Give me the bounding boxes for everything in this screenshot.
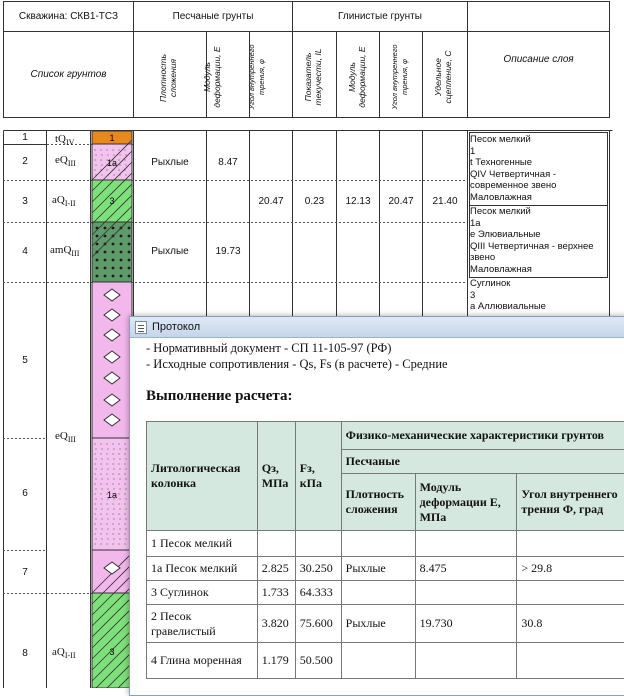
table-cell-name: 3 Суглинок (147, 581, 258, 605)
table-cell-friction: > 29.8 (517, 557, 624, 581)
sand-dot (124, 523, 125, 524)
sand-dot (101, 488, 102, 489)
sand-dot (100, 483, 101, 484)
sand-dot (124, 493, 125, 494)
window-titlebar[interactable] (130, 317, 624, 338)
window-title: Протокол (152, 321, 200, 333)
sand-dot (125, 164, 126, 165)
gravel-dot (120, 267, 123, 270)
sand-dot (95, 478, 96, 479)
sand-dot (113, 518, 114, 519)
sand-dot (95, 538, 96, 539)
table-cell-density (341, 531, 415, 557)
sand-dot (94, 159, 95, 160)
row-number: 7 (4, 567, 46, 578)
sand-dot (113, 174, 114, 175)
table-cell-modulus: 8.475 (415, 557, 517, 581)
sand-dot (118, 463, 119, 464)
row-number: 6 (4, 488, 46, 499)
sand-dot (118, 169, 119, 170)
description-header: Описание слоя (468, 32, 609, 87)
sand-dot (118, 483, 119, 484)
sand-dot (112, 533, 113, 534)
gravel-dot (128, 243, 131, 246)
sand-dot (101, 528, 102, 529)
sand-dot (106, 149, 107, 150)
friction-sand-column-header: Угол внутреннего трения, φ (247, 37, 269, 117)
layer-description: Суглинок 3 a Аллювиальные (470, 278, 546, 313)
physical-characteristics-header: Физико-механические характеристики грунтов (341, 422, 624, 450)
sand-dot (94, 463, 95, 464)
sand-dot (101, 498, 102, 499)
gravel-dot (104, 227, 107, 230)
table-cell-fs: 64.333 (295, 581, 341, 605)
table-cell-name: 4 Глина моренная (147, 643, 258, 679)
sand-dot (106, 533, 107, 534)
friction-header: Угол внутреннего трения Ф, град (517, 474, 624, 531)
sand-dot (125, 448, 126, 449)
sand-dot (95, 518, 96, 519)
sand-dot (119, 458, 120, 459)
table-cell-density: Рыхлые (341, 605, 415, 643)
modulus-value: 19.73 (207, 246, 249, 257)
sand-dot (94, 483, 95, 484)
sand-dot (112, 473, 113, 474)
litho-code-label: 1a (107, 158, 117, 168)
sand-dot (94, 473, 95, 474)
sand-dot (107, 508, 108, 509)
sand-dot (94, 503, 95, 504)
sand-dot (113, 528, 114, 529)
document-icon (135, 321, 147, 334)
gravel-dot (96, 267, 99, 270)
table-row (147, 605, 624, 643)
table-cell-density: Рыхлые (341, 557, 415, 581)
sand-dot (101, 468, 102, 469)
fluidity-column-header: Показатель текучести, IL (303, 41, 325, 113)
sand-dot (95, 528, 96, 529)
sand-dot (119, 528, 120, 529)
density-value: Рыхлые (134, 157, 206, 168)
sand-dot (101, 448, 102, 449)
sand-dot (113, 154, 114, 155)
gravel-dot (120, 275, 123, 278)
row-number: 2 (4, 156, 46, 167)
table-cell-friction (517, 581, 624, 605)
sand-dot (100, 503, 101, 504)
gravel-dot (128, 267, 131, 270)
sand-dot (124, 463, 125, 464)
sand-dot (124, 473, 125, 474)
sand-dot (100, 473, 101, 474)
table-cell-qs: 1.179 (257, 643, 295, 679)
qs-header: Qз, МПа (257, 422, 295, 531)
stratigraphy-index: $eQ_{III}$ (55, 154, 76, 168)
table-cell-name: 2 Песок гравелистый (147, 605, 258, 643)
gravel-dot (128, 227, 131, 230)
sand-dot (125, 154, 126, 155)
sand-dot (112, 523, 113, 524)
sand-dot (106, 513, 107, 514)
sand-dot (124, 443, 125, 444)
table-cell-qs: 3.820 (257, 605, 295, 643)
density-header: Плотность сложения (341, 474, 415, 531)
table-cell-friction (517, 531, 624, 557)
sand-dot (113, 478, 114, 479)
sand-dot (118, 493, 119, 494)
sand-dot (125, 518, 126, 519)
gravel-dot (112, 259, 115, 262)
sand-dot (112, 463, 113, 464)
sand-dot (100, 453, 101, 454)
sand-dot (113, 538, 114, 539)
modulus-clay-value: 12.13 (337, 196, 379, 207)
table-row (147, 643, 624, 679)
sand-dot (107, 538, 108, 539)
table-cell-name: 1a Песок мелкий (147, 557, 258, 581)
sand-dot (118, 149, 119, 150)
sandy-header: Песчаные (341, 450, 624, 474)
sand-dot (101, 478, 102, 479)
row-number: 5 (4, 355, 46, 366)
sand-dot (124, 483, 125, 484)
fluidity-value: 0.23 (293, 196, 336, 207)
sand-dot (100, 533, 101, 534)
sand-dot (119, 518, 120, 519)
sand-dot (107, 458, 108, 459)
sand-dot (119, 154, 120, 155)
sand-dot (106, 169, 107, 170)
sand-dot (100, 543, 101, 544)
gravel-dot (104, 259, 107, 262)
sand-dot (106, 473, 107, 474)
sand-dot (94, 513, 95, 514)
row-number: 4 (4, 246, 46, 257)
row-number: 8 (4, 648, 46, 659)
modulus-clay-column-header: Модуль деформации, Е (347, 41, 369, 113)
sand-dot (125, 468, 126, 469)
sand-dot (100, 463, 101, 464)
sand-dot (107, 468, 108, 469)
layer-description: Песок мелкий 1a e Элювиальные QIII Четвертичная - верхнее звено Маловлажная (470, 206, 594, 275)
gravel-dot (104, 235, 107, 238)
sand-dot (95, 488, 96, 489)
table-cell-fs (295, 531, 341, 557)
soil-list-header: Список грунтов (4, 32, 133, 117)
sand-dot (100, 513, 101, 514)
sand-dot (124, 159, 125, 160)
table-cell-fs: 30.250 (295, 557, 341, 581)
sand-dot (95, 154, 96, 155)
sand-dot (112, 513, 113, 514)
table-cell-qs: 1.733 (257, 581, 295, 605)
cohesion-column-header: Удельное сцепление, С (433, 41, 455, 113)
sand-dot (118, 503, 119, 504)
density-value: Рыхлые (134, 246, 206, 257)
sand-dot (119, 468, 120, 469)
sand-dot (118, 443, 119, 444)
sand-dot (124, 453, 125, 454)
gravel-dot (104, 267, 107, 270)
sand-dot (95, 448, 96, 449)
friction-clay-column-header: Угол внутреннего трения, φ (390, 37, 412, 117)
sand-dot (100, 149, 101, 150)
gravel-dot (96, 259, 99, 262)
gravel-dot (120, 251, 123, 254)
gravel-dot (120, 259, 123, 262)
sand-dot (119, 478, 120, 479)
modulus-sand-column-header: Модуль деформации, Е (202, 42, 224, 112)
sand-dot (118, 543, 119, 544)
table-cell-qs: 2.825 (257, 557, 295, 581)
gravel-dot (96, 235, 99, 238)
sand-dot (119, 508, 120, 509)
sand-dot (101, 164, 102, 165)
fs-header: Fз, кПа (295, 422, 341, 531)
sand-dot (106, 453, 107, 454)
table-cell-qs (257, 531, 295, 557)
gravel-dot (120, 235, 123, 238)
sand-dot (112, 543, 113, 544)
sand-dot (124, 149, 125, 150)
sand-dot (100, 493, 101, 494)
sand-dot (94, 443, 95, 444)
sand-dot (125, 488, 126, 489)
sand-dot (94, 149, 95, 150)
gravel-dot (112, 227, 115, 230)
sand-dot (107, 518, 108, 519)
sand-dot (124, 513, 125, 514)
sand-dot (100, 159, 101, 160)
modulus-header: Модуль деформации Е, МПа (415, 474, 517, 531)
sand-dot (125, 538, 126, 539)
sand-dot (100, 523, 101, 524)
sand-dot (112, 503, 113, 504)
litho-code-label: 3 (109, 196, 114, 206)
table-cell-modulus (415, 581, 517, 605)
table-cell-modulus (415, 531, 517, 557)
sand-dot (118, 533, 119, 534)
sand-dot (106, 463, 107, 464)
sand-dot (113, 468, 114, 469)
table-cell-density (341, 643, 415, 679)
sand-dot (125, 458, 126, 459)
sand-dot (112, 149, 113, 150)
sand-dot (101, 174, 102, 175)
density-column-header: Плотность сложения (158, 28, 182, 128)
sand-dot (125, 478, 126, 479)
table-cell-modulus (415, 643, 517, 679)
sand-dot (124, 543, 125, 544)
stratigraphy-index: $eQ_{III}$ (55, 430, 76, 444)
sand-dot (118, 523, 119, 524)
table-cell-density (341, 581, 415, 605)
litho-layer-3-lower (92, 593, 132, 688)
lithology-column-header: Литологическая колонка (147, 422, 258, 531)
sand-dot (124, 503, 125, 504)
sand-dot (113, 448, 114, 449)
sand-dot (119, 448, 120, 449)
litho-code-label: 1 (109, 133, 114, 143)
sand-dot (119, 488, 120, 489)
sand-dot (118, 473, 119, 474)
friction-clay-value: 20.47 (380, 196, 422, 207)
initial-resistance-line: - Исходные сопротивления - Qs, Fs (в расчете) - Средние (146, 356, 448, 372)
gravel-dot (112, 251, 115, 254)
normative-document-line: - Нормативный документ - СП 11-105-97 (РФ) (146, 340, 448, 356)
sand-dot (94, 453, 95, 454)
sand-dot (107, 154, 108, 155)
sand-dot (124, 533, 125, 534)
sand-dot (95, 468, 96, 469)
results-table (146, 421, 624, 679)
sand-dot (95, 458, 96, 459)
gravel-dot (128, 259, 131, 262)
gravel-dot (128, 251, 131, 254)
layer-description: Песок мелкий 1 t Техногенные QIV Четвертичная - современное звено Маловлажная (470, 134, 556, 203)
sand-dot (94, 523, 95, 524)
sand-dot (95, 508, 96, 509)
table-cell-fs: 75.600 (295, 605, 341, 643)
sand-dot (106, 503, 107, 504)
sand-dot (101, 458, 102, 459)
sand-dot (118, 159, 119, 160)
well-label: Скважина: СКВ1-ТСЗ (4, 2, 133, 31)
sand-dot (119, 498, 120, 499)
table-row (147, 531, 624, 557)
sand-dot (113, 508, 114, 509)
sand-dot (94, 493, 95, 494)
sand-dot (107, 448, 108, 449)
sand-dot (125, 508, 126, 509)
gravel-dot (128, 275, 131, 278)
calculation-heading: Выполнение расчета: (146, 388, 292, 405)
sand-dot (125, 528, 126, 529)
sand-dot (119, 538, 120, 539)
protocol-text (146, 340, 448, 372)
sand-dot (112, 443, 113, 444)
sand-dot (118, 513, 119, 514)
sand-dot (112, 453, 113, 454)
sand-dot (106, 523, 107, 524)
gravel-dot (128, 235, 131, 238)
gravel-dot (112, 275, 115, 278)
sand-dot (94, 169, 95, 170)
stratigraphy-index: $aQ_{I-II}$ (52, 646, 75, 660)
gravel-dot (112, 243, 115, 246)
gravel-dot (104, 251, 107, 254)
stratigraphy-index: $tQ_{IV}$ (55, 133, 74, 147)
sand-dot (100, 443, 101, 444)
sand-dot (94, 533, 95, 534)
sand-dot (94, 543, 95, 544)
sand-dot (101, 538, 102, 539)
table-row (147, 557, 624, 581)
sand-dot (101, 154, 102, 155)
sand-dot (125, 174, 126, 175)
table-cell-fs: 50.500 (295, 643, 341, 679)
modulus-value: 8.47 (207, 157, 249, 168)
cohesion-value: 21.40 (423, 196, 467, 207)
table-row (147, 581, 624, 605)
row-number: 3 (4, 196, 46, 207)
gravel-dot (112, 267, 115, 270)
sand-dot (106, 443, 107, 444)
sand-dot (101, 518, 102, 519)
sand-dot (106, 543, 107, 544)
sand-dot (118, 453, 119, 454)
litho-code-label: 1a (107, 490, 117, 500)
sand-dot (113, 458, 114, 459)
sand-dot (106, 483, 107, 484)
gravel-dot (104, 275, 107, 278)
clayey-soils-header: Глинистые грунты (293, 2, 467, 31)
sand-dot (125, 498, 126, 499)
sandy-soils-header: Песчаные грунты (134, 2, 292, 31)
sand-dot (95, 498, 96, 499)
gravel-dot (96, 243, 99, 246)
table-cell-friction (517, 643, 624, 679)
stratigraphy-index: $aQ_{I-II}$ (52, 194, 75, 208)
friction-value: 20.47 (250, 196, 292, 207)
table-cell-friction: 30.8 (517, 605, 624, 643)
sand-dot (107, 528, 108, 529)
sand-dot (101, 508, 102, 509)
row-number: 1 (4, 132, 46, 143)
table-cell-modulus: 19.730 (415, 605, 517, 643)
sand-dot (107, 478, 108, 479)
sand-dot (95, 164, 96, 165)
protocol-window[interactable] (129, 316, 624, 696)
sand-dot (119, 164, 120, 165)
table-cell-name: 1 Песок мелкий (147, 531, 258, 557)
sand-dot (112, 483, 113, 484)
litho-code-label: 3 (109, 647, 114, 657)
gravel-dot (120, 243, 123, 246)
stratigraphy-index: amQ$_{III}$ (50, 244, 79, 258)
gravel-dot (96, 275, 99, 278)
